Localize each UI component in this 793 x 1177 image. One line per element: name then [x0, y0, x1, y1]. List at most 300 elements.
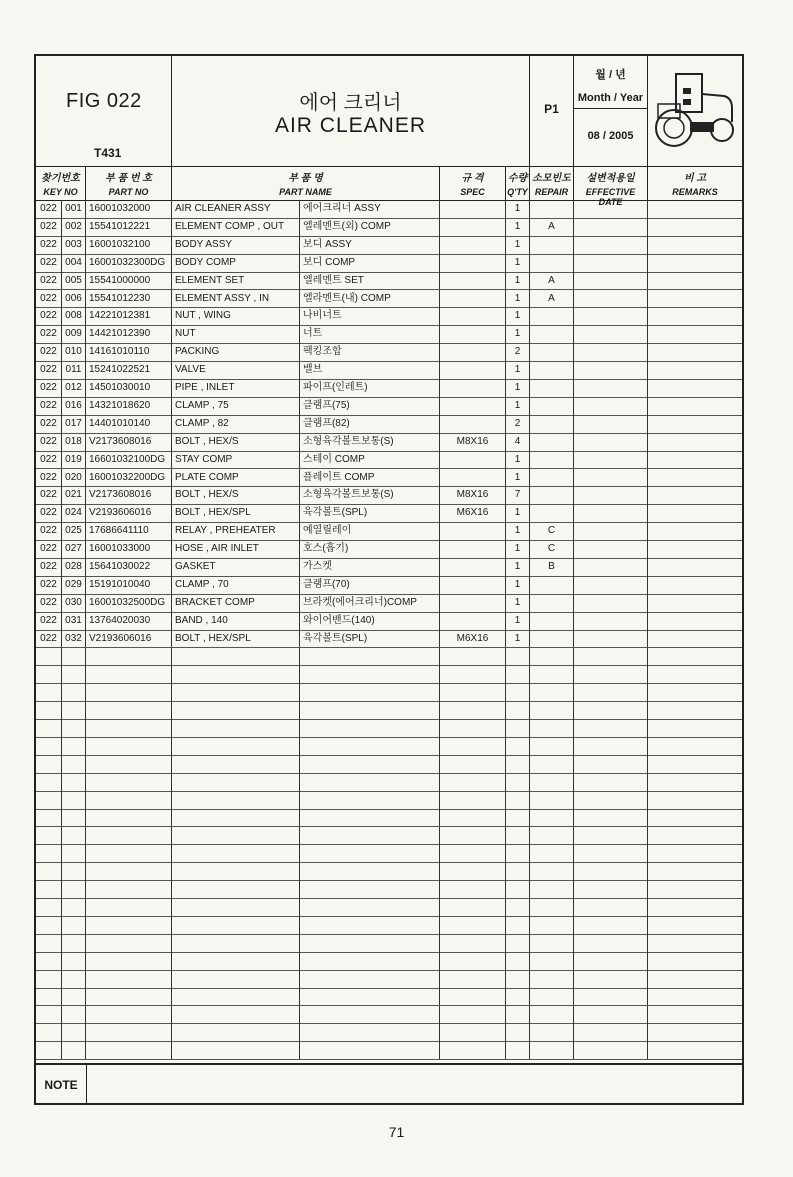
effective-date-cell: [574, 791, 648, 809]
part-name-ko-cell: 엘라멘트(내) COMP: [300, 290, 440, 308]
part-name-en-cell: STAY COMP: [172, 451, 300, 469]
effective-date-cell: [574, 307, 648, 325]
key-cell: [62, 1023, 86, 1041]
column-headers: [36, 166, 742, 207]
part-no-cell: 15241022521: [86, 361, 172, 379]
qty-cell: [506, 701, 530, 719]
remarks-cell: [648, 254, 742, 272]
part-name-ko-cell: [300, 683, 440, 701]
effective-date-cell: [574, 737, 648, 755]
qty-cell: 1: [506, 325, 530, 343]
fig-cell: 022: [36, 540, 62, 558]
table-row: [36, 970, 742, 989]
fig-cell: 022: [36, 290, 62, 308]
part-name-ko-cell: 팩킹조합: [300, 343, 440, 361]
repair-cell: [530, 486, 574, 504]
part-name-ko-cell: [300, 1041, 440, 1059]
key-cell: 029: [62, 576, 86, 594]
table-row: [36, 612, 742, 631]
table-row: [36, 415, 742, 434]
repair-cell: [530, 737, 574, 755]
spec-cell: [440, 898, 506, 916]
remarks-cell: [648, 1006, 742, 1024]
part-name-ko-cell: [300, 737, 440, 755]
figure-cell: [36, 56, 172, 166]
part-no-cell: 15541012221: [86, 218, 172, 236]
parts-table: [36, 200, 742, 1065]
table-row: [36, 683, 742, 702]
effective-date-cell: [574, 469, 648, 487]
table-row: [36, 880, 742, 899]
part-name-ko-cell: 호스(흡기): [300, 540, 440, 558]
qty-cell: 1: [506, 361, 530, 379]
effective-date-cell: [574, 630, 648, 648]
part-name-ko-cell: 플레이트 COMP: [300, 469, 440, 487]
remarks-cell: [648, 880, 742, 898]
repair-cell: B: [530, 558, 574, 576]
fig-cell: 022: [36, 361, 62, 379]
part-name-en-cell: [172, 988, 300, 1006]
qty-cell: 2: [506, 343, 530, 361]
repair-cell: [530, 755, 574, 773]
fig-cell: 022: [36, 415, 62, 433]
qty-cell: 1: [506, 612, 530, 630]
repair-cell: C: [530, 540, 574, 558]
spec-cell: [440, 862, 506, 880]
part-name-ko-cell: 엘레멘트(외) COMP: [300, 218, 440, 236]
table-row: [36, 504, 742, 523]
repair-cell: [530, 988, 574, 1006]
remarks-cell: [648, 791, 742, 809]
table-row: [36, 791, 742, 810]
remarks-cell: [648, 773, 742, 791]
part-no-cell: 14321018620: [86, 397, 172, 415]
effective-date-cell: [574, 1041, 648, 1059]
spec-cell: [440, 218, 506, 236]
part-name-en-cell: [172, 844, 300, 862]
part-name-en-cell: NUT: [172, 325, 300, 343]
part-no-cell: [86, 665, 172, 683]
part-no-cell: 15541000000: [86, 272, 172, 290]
part-name-ko-cell: [300, 648, 440, 666]
effective-date-cell: [574, 809, 648, 827]
key-cell: [62, 791, 86, 809]
repair-cell: [530, 880, 574, 898]
key-cell: [62, 719, 86, 737]
fig-cell: [36, 665, 62, 683]
spec-cell: [440, 755, 506, 773]
date-label-korean: 월 / 년: [595, 69, 626, 81]
remarks-cell: [648, 701, 742, 719]
part-name-ko-cell: [300, 916, 440, 934]
part-name-en-cell: [172, 665, 300, 683]
part-name-ko-cell: 너트: [300, 325, 440, 343]
repair-cell: [530, 254, 574, 272]
qty-cell: [506, 683, 530, 701]
part-name-en-cell: CLAMP , 70: [172, 576, 300, 594]
remarks-cell: [648, 540, 742, 558]
part-name-en-cell: [172, 737, 300, 755]
part-name-ko-cell: 파이프(인레트): [300, 379, 440, 397]
qty-cell: 2: [506, 415, 530, 433]
part-name-en-cell: ELEMENT ASSY , IN: [172, 290, 300, 308]
part-name-ko-cell: 클램프(82): [300, 415, 440, 433]
fig-cell: 022: [36, 469, 62, 487]
effective-date-cell: [574, 898, 648, 916]
part-name-ko-cell: 스테이 COMP: [300, 451, 440, 469]
part-no-cell: 13764020030: [86, 612, 172, 630]
col-remarks: 비 고 REMARKS: [672, 173, 718, 197]
part-name-en-cell: HOSE , AIR INLET: [172, 540, 300, 558]
part-name-en-cell: AIR CLEANER ASSY: [172, 200, 300, 218]
fig-cell: 022: [36, 236, 62, 254]
repair-cell: [530, 773, 574, 791]
date-cell: [574, 56, 648, 166]
note-section: [36, 1063, 742, 1105]
qty-cell: 1: [506, 218, 530, 236]
fig-cell: 022: [36, 307, 62, 325]
part-name-ko-cell: 소형육각볼트보통(S): [300, 433, 440, 451]
spec-cell: [440, 576, 506, 594]
repair-cell: [530, 719, 574, 737]
remarks-cell: [648, 827, 742, 845]
part-name-en-cell: PIPE , INLET: [172, 379, 300, 397]
qty-cell: 1: [506, 522, 530, 540]
part-name-en-cell: BOLT , HEX/S: [172, 433, 300, 451]
table-row: [36, 307, 742, 326]
qty-cell: 1: [506, 630, 530, 648]
effective-date-cell: [574, 576, 648, 594]
qty-cell: [506, 773, 530, 791]
repair-cell: [530, 970, 574, 988]
part-name-en-cell: [172, 880, 300, 898]
spec-cell: [440, 934, 506, 952]
qty-cell: [506, 827, 530, 845]
spec-cell: [440, 719, 506, 737]
effective-date-cell: [574, 916, 648, 934]
figure-number: FIG 022: [66, 90, 142, 112]
fig-cell: 022: [36, 200, 62, 218]
table-row: [36, 200, 742, 219]
part-name-en-cell: [172, 701, 300, 719]
remarks-cell: [648, 325, 742, 343]
part-no-cell: V2193606016: [86, 504, 172, 522]
part-no-cell: [86, 970, 172, 988]
part-no-cell: [86, 934, 172, 952]
key-cell: [62, 844, 86, 862]
part-name-en-cell: BODY COMP: [172, 254, 300, 272]
qty-cell: [506, 719, 530, 737]
part-no-cell: [86, 701, 172, 719]
part-name-ko-cell: [300, 934, 440, 952]
sheet-page: P1: [544, 102, 559, 116]
tractor-icon: [652, 64, 738, 156]
key-cell: 011: [62, 361, 86, 379]
fig-cell: [36, 862, 62, 880]
qty-cell: [506, 809, 530, 827]
effective-date-cell: [574, 862, 648, 880]
remarks-cell: [648, 916, 742, 934]
remarks-cell: [648, 218, 742, 236]
repair-cell: [530, 612, 574, 630]
repair-cell: [530, 594, 574, 612]
qty-cell: [506, 1041, 530, 1059]
effective-date-cell: [574, 218, 648, 236]
spec-cell: [440, 916, 506, 934]
fig-cell: [36, 737, 62, 755]
col-spec: 규 격 SPEC: [440, 166, 506, 200]
part-name-ko-cell: 브라켓(에어크리너)COMP: [300, 594, 440, 612]
repair-cell: [530, 791, 574, 809]
remarks-cell: [648, 290, 742, 308]
qty-cell: 1: [506, 397, 530, 415]
part-no-cell: 14421012390: [86, 325, 172, 343]
remarks-cell: [648, 415, 742, 433]
table-row: [36, 898, 742, 917]
fig-cell: 022: [36, 630, 62, 648]
fig-cell: [36, 719, 62, 737]
qty-cell: [506, 665, 530, 683]
key-cell: [62, 737, 86, 755]
key-cell: 016: [62, 397, 86, 415]
qty-cell: 1: [506, 558, 530, 576]
key-cell: 005: [62, 272, 86, 290]
table-row: [36, 576, 742, 595]
part-name-en-cell: [172, 773, 300, 791]
key-cell: 020: [62, 469, 86, 487]
remarks-cell: [648, 522, 742, 540]
fig-cell: 022: [36, 272, 62, 290]
part-name-en-cell: GASKET: [172, 558, 300, 576]
spec-cell: [440, 272, 506, 290]
spec-cell: [440, 594, 506, 612]
table-row: [36, 433, 742, 452]
col-repair: 소모빈도 REPAIR: [530, 166, 574, 200]
key-cell: 021: [62, 486, 86, 504]
spec-cell: [440, 236, 506, 254]
part-name-ko-cell: 육각볼트(SPL): [300, 630, 440, 648]
part-name-ko-cell: 보디 ASSY: [300, 236, 440, 254]
table-row: [36, 952, 742, 971]
part-no-cell: 15641030022: [86, 558, 172, 576]
effective-date-cell: [574, 719, 648, 737]
remarks-cell: [648, 504, 742, 522]
spec-cell: [440, 880, 506, 898]
table-row: [36, 773, 742, 792]
repair-cell: A: [530, 290, 574, 308]
table-row: [36, 1041, 742, 1060]
key-cell: [62, 665, 86, 683]
remarks-cell: [648, 343, 742, 361]
table-row: [36, 272, 742, 291]
spec-cell: [440, 648, 506, 666]
part-name-en-cell: [172, 934, 300, 952]
qty-cell: [506, 880, 530, 898]
effective-date-cell: [574, 272, 648, 290]
remarks-cell: [648, 755, 742, 773]
spec-cell: [440, 469, 506, 487]
part-no-cell: V2173608016: [86, 433, 172, 451]
part-name-en-cell: [172, 1041, 300, 1059]
part-name-en-cell: [172, 648, 300, 666]
table-row: [36, 862, 742, 881]
qty-cell: [506, 648, 530, 666]
part-name-en-cell: BOLT , HEX/SPL: [172, 630, 300, 648]
key-cell: [62, 862, 86, 880]
remarks-cell: [648, 558, 742, 576]
part-name-ko-cell: [300, 773, 440, 791]
repair-cell: [530, 934, 574, 952]
key-cell: [62, 898, 86, 916]
remarks-cell: [648, 272, 742, 290]
part-name-en-cell: [172, 755, 300, 773]
remarks-cell: [648, 469, 742, 487]
key-cell: [62, 809, 86, 827]
title-cell: [172, 56, 530, 166]
table-row: [36, 540, 742, 559]
part-name-en-cell: BODY ASSY: [172, 236, 300, 254]
part-name-ko-cell: 가스켓: [300, 558, 440, 576]
qty-cell: 1: [506, 236, 530, 254]
key-cell: 032: [62, 630, 86, 648]
spec-cell: [440, 1006, 506, 1024]
fig-cell: 022: [36, 397, 62, 415]
effective-date-cell: [574, 683, 648, 701]
fig-cell: [36, 916, 62, 934]
remarks-cell: [648, 952, 742, 970]
effective-date-cell: [574, 1023, 648, 1041]
spec-cell: [440, 988, 506, 1006]
remarks-cell: [648, 630, 742, 648]
qty-cell: [506, 988, 530, 1006]
effective-date-cell: [574, 397, 648, 415]
remarks-cell: [648, 451, 742, 469]
qty-cell: [506, 862, 530, 880]
table-row: [36, 630, 742, 649]
remarks-cell: [648, 397, 742, 415]
table-row: [36, 737, 742, 756]
part-name-ko-cell: [300, 665, 440, 683]
part-no-cell: [86, 827, 172, 845]
spec-cell: [440, 683, 506, 701]
part-name-en-cell: [172, 683, 300, 701]
fig-cell: [36, 898, 62, 916]
part-no-cell: 17686641110: [86, 522, 172, 540]
part-name-ko-cell: [300, 844, 440, 862]
key-cell: 008: [62, 307, 86, 325]
part-no-cell: [86, 683, 172, 701]
table-row: [36, 522, 742, 541]
table-row: [36, 236, 742, 255]
repair-cell: [530, 1041, 574, 1059]
part-name-ko-cell: 육각볼트(SPL): [300, 504, 440, 522]
qty-cell: 1: [506, 379, 530, 397]
spec-cell: [440, 451, 506, 469]
fig-cell: 022: [36, 612, 62, 630]
part-name-ko-cell: [300, 701, 440, 719]
parts-sheet: [34, 54, 744, 1105]
part-name-en-cell: ELEMENT SET: [172, 272, 300, 290]
effective-date-cell: [574, 236, 648, 254]
fig-cell: [36, 844, 62, 862]
effective-date-cell: [574, 880, 648, 898]
part-name-en-cell: BRACKET COMP: [172, 594, 300, 612]
repair-cell: [530, 827, 574, 845]
part-name-en-cell: [172, 898, 300, 916]
spec-cell: [440, 737, 506, 755]
fig-cell: 022: [36, 522, 62, 540]
effective-date-cell: [574, 361, 648, 379]
spec-cell: [440, 361, 506, 379]
part-name-ko-cell: 와이어밴드(140): [300, 612, 440, 630]
remarks-cell: [648, 988, 742, 1006]
part-name-en-cell: [172, 719, 300, 737]
col-part-name: 부 품 명 PART NAME: [172, 166, 440, 200]
key-cell: [62, 755, 86, 773]
part-no-cell: [86, 809, 172, 827]
repair-cell: [530, 862, 574, 880]
part-name-en-cell: [172, 809, 300, 827]
repair-cell: [530, 236, 574, 254]
part-name-ko-cell: 예열릴레이: [300, 522, 440, 540]
part-no-cell: [86, 719, 172, 737]
table-row: [36, 325, 742, 344]
spec-cell: [440, 540, 506, 558]
effective-date-cell: [574, 665, 648, 683]
table-row: [36, 934, 742, 953]
fig-cell: [36, 988, 62, 1006]
spec-cell: [440, 254, 506, 272]
repair-cell: A: [530, 218, 574, 236]
effective-date-cell: [574, 254, 648, 272]
fig-cell: [36, 809, 62, 827]
table-row: [36, 451, 742, 470]
remarks-cell: [648, 683, 742, 701]
part-no-cell: [86, 737, 172, 755]
qty-cell: 1: [506, 451, 530, 469]
table-row: [36, 1006, 742, 1025]
remarks-cell: [648, 737, 742, 755]
qty-cell: 4: [506, 433, 530, 451]
table-row: [36, 701, 742, 720]
part-no-cell: [86, 880, 172, 898]
key-cell: 018: [62, 433, 86, 451]
key-cell: 009: [62, 325, 86, 343]
key-cell: [62, 827, 86, 845]
title-english: AIR CLEANER: [274, 114, 427, 137]
part-name-en-cell: CLAMP , 82: [172, 415, 300, 433]
part-name-en-cell: [172, 1006, 300, 1024]
part-no-cell: [86, 791, 172, 809]
fig-cell: [36, 1041, 62, 1059]
fig-cell: 022: [36, 576, 62, 594]
spec-cell: [440, 791, 506, 809]
effective-date-cell: [574, 522, 648, 540]
tractor-image-cell: [648, 56, 742, 166]
qty-cell: 1: [506, 272, 530, 290]
qty-cell: 7: [506, 486, 530, 504]
repair-cell: [530, 916, 574, 934]
fig-cell: 022: [36, 451, 62, 469]
repair-cell: [530, 844, 574, 862]
part-no-cell: 16001032100: [86, 236, 172, 254]
remarks-cell: [648, 200, 742, 218]
title-korean: 에어 크리너: [299, 92, 402, 114]
remarks-cell: [648, 433, 742, 451]
effective-date-cell: [574, 970, 648, 988]
effective-date-cell: [574, 988, 648, 1006]
qty-cell: [506, 1023, 530, 1041]
